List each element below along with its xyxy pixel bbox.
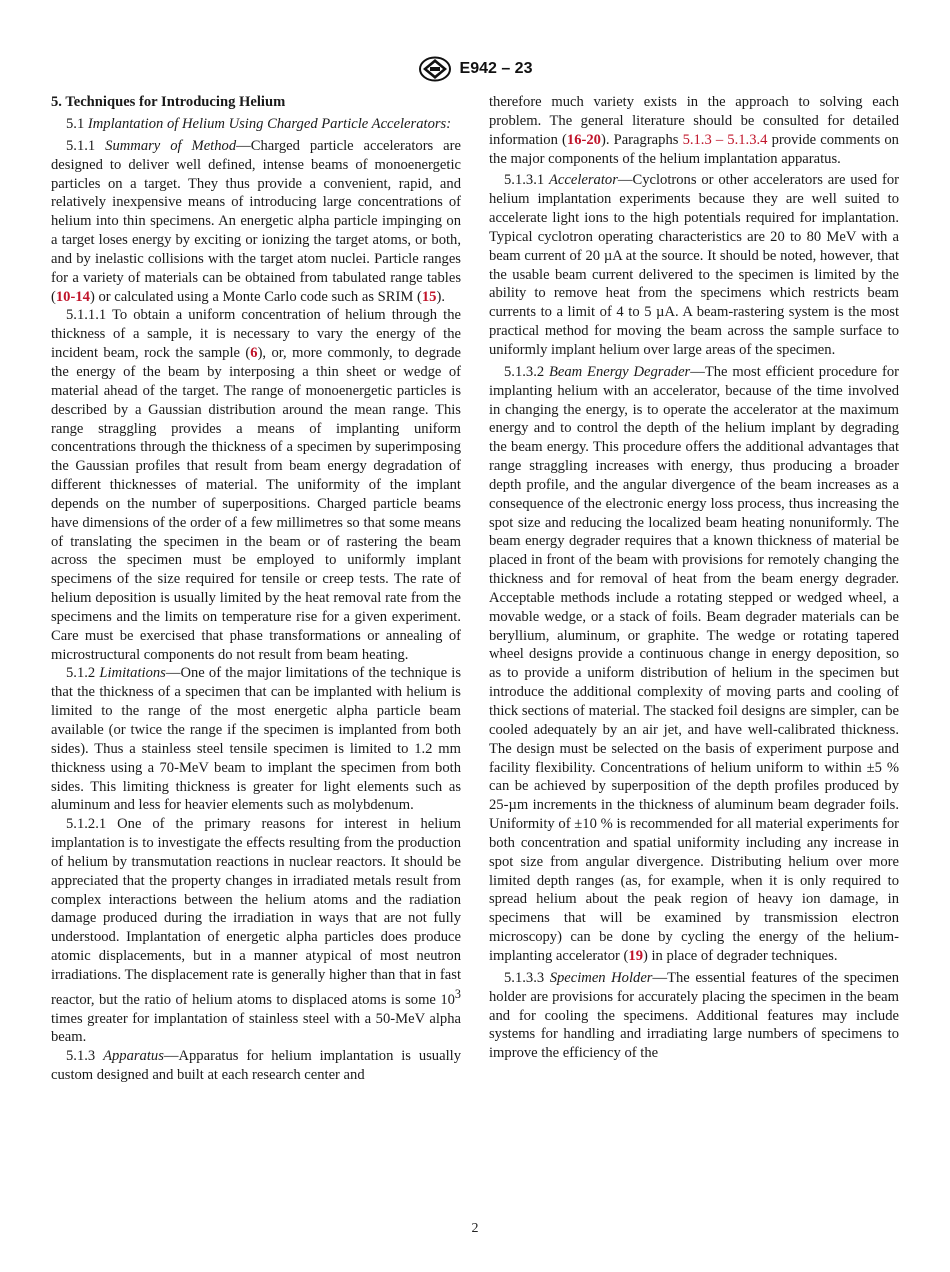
section-5-1-3-2-number: 5.1.3.2 bbox=[504, 363, 545, 380]
continued-text-end: provide comments on the major components of the helium implantation apparatus. bbox=[489, 131, 899, 167]
section-5-1-1-title: Summary of Method bbox=[105, 137, 237, 154]
section-5-1-3-title: Apparatus bbox=[103, 1048, 164, 1065]
section-5-1-2-number: 5.1.2 bbox=[66, 665, 96, 682]
section-5-1-2-1 bbox=[51, 815, 461, 1047]
section-5-1-3-2-title: Beam Energy Degrader bbox=[548, 363, 691, 380]
section-5-1-2-title: Limitations bbox=[99, 665, 166, 682]
section-5-1 bbox=[51, 115, 461, 134]
section-5-1-1-text-mid: ) or calculated using a Monte Carlo code such as SRIM ( bbox=[89, 288, 422, 305]
page-header bbox=[0, 56, 950, 82]
section-5-1-3-2-text: —The most efficient procedure for implanting helium with an accelerator, because of the time involved in changing the energy, is to operate the accelerator at the maximum energy and to control the depth of the helium implant by degrading the beam energy. This procedure offers the additional advantages that range straggling increases with energy, thus producing a broader depth profile, and the angular divergence of the beam increases as a consequence of the electronic energy loss process, thus increasing the spot size and reducing the localized beam heating nonuniformly. The beam energy degrader requires that a known thickness of material be placed in front of the beam with provisions for remotely changing the thickness and for removal of heat from the beam energy degrader. Acceptable methods include a rotating stepped or wedged wheel, a movable wedge, or a stack of foils. Beam degrader materials can be beryllium, aluminum, or graphite. The wedge or rotating tapered wheel designs provide a continuous change in energy deposition, so as to provide a uniform distribution of helium in the specimen but introduce the additional complexity of moving parts and cooling of thick sections of material. The stacked foil designs are simpler, can be cooled adequately by an air jet, and have well-calibrated thickness. The design must be selected on the basis of experiment purpose and facility flexibility. Concentrations of helium uniform to within ±5 % can be achieved by superposition of the depth profiles produced by 25-µm increments in the thickness of aluminum beam degrader foils. Uniformity of ±10 % is recommended for all material experiments for both concentration and spatial uniformity including any increase in spot size from angular divergence. Distributing helium over more limited depth ranges (as, for example, when it is only required to spread helium about the peak region of heavy ion damage, in specimens that will be examined by transmission electron microscopy) can be done by cycling the energy of the helium-implanting accelerator ( bbox=[489, 363, 899, 964]
standard-designation: E942 – 23 bbox=[459, 60, 533, 77]
section-5-1-2-1-text: 5.1.2.1 One of the primary reasons for interest in helium implantation is to investigate the effects resulting from the production of helium by transmutation reactions in nuclear reactors. It should be appreciated that the property changes in irradiated metals result from complex interactions between the helium atoms and the radiation damage produced during the irradiation in ways that are not fully understood. Implantation of energetic alpha particles does produce atomic displacements, but in a manner atypical of most neutron irradiations. The displacement rate is generally higher than that in fast reactor, but the ratio of helium atoms to displaced atoms is some 10 bbox=[51, 816, 461, 1008]
continued-text: therefore much variety exists in the approach to solving each problem. The general literature should be consulted for detailed information ( bbox=[489, 94, 899, 148]
section-5-1-1-text: —Charged particle accelerators are designed to deliver well defined, intense beams of monoenergetic particles on a target. They thus provide a convenient, rapid, and relatively inexpensive means of introducing large concentrations of helium into thin specimens. An energetic alpha particle impinging on a target loses energy by exciting or ionizing the target atoms, or both, and by inelastic collisions with the target atom nuclei. Particle ranges for a variety of materials can be obtained from tabulated range tables ( bbox=[51, 137, 461, 305]
reference-link[interactable]: 16-20 bbox=[566, 131, 601, 148]
section-5-1-2-text: —One of the major limitations of the technique is that the thickness of a specimen that can be implanted with helium is limited to the range of the most energetic alpha particle beam available (or twice the range if the specimen is implanted from both sides). Thus a stainless steel tensile specimen is limited to 1.2 mm thickness using a 70-MeV beam to implant the specimen from both sides. This limiting thickness is greater for light elements such as aluminum and less for heavier elements such as molybdenum. bbox=[51, 665, 461, 814]
section-5-1-3-continued bbox=[489, 93, 899, 168]
section-5-1-3-1-number: 5.1.3.1 bbox=[504, 172, 545, 189]
section-5-1-3-number: 5.1.3 bbox=[66, 1048, 96, 1065]
reference-link[interactable]: 6 bbox=[250, 345, 258, 362]
section-5-1-3-1-text: —Cyclotrons or other accelerators are used for helium implantation experiments because they are well suited to accelerate light ions to the high potentials required for implantation. Typical cyclotron operating characteristics are 20 to 80 MeV with a beam current of 20 µA at the source. It should be noted, however, that the usable beam current delivered to the specimen is limited by the ability to remove heat from the specimens which restricts beam currents to a limit of 4 to 5 µA. A beam-rastering system is the most practical method for moving the beam across the sample surface to uniformly implant helium over large areas of the specimen. bbox=[489, 172, 899, 358]
section-5-1-1-1-text-end: ), or, more commonly, to degrade the energy of the beam by interposing a thin sheet or wedge of material ahead of the target. The range of monoenergetic particles is described by a Gaussian distribution around the mean range. This range straggling provides a means of implanting uniform concentrations through the thickness of a specimen by superimposing the Gaussian profiles that result from beam energy degradation of different thicknesses of material. The uniformity of the implant depends on the number of superpositions. Charged particle beams have dimensions of the order of a few millimetres so that some means of translating the specimen in the beam or of rastering the beam across the specimen must be employed to uniformly implant specimens of the size required for tensile or creep tests. The rate of helium deposition is usually limited by the heat removal rate from the specimens and the limits on temperature rise for a given experiment. Care must be exercised that phase transformations or annealing of microstructural components do not result from beam heating. bbox=[51, 345, 461, 663]
section-5-1-3-3-text: —The essential features of the specimen holder are provisions for accurately placing the specimen in the beam and for cooling the specimens. Additional features may include systems for handling and irradiating large numbers of specimens to improve the efficiency of the bbox=[489, 969, 899, 1062]
astm-logo-icon bbox=[418, 56, 452, 82]
section-5-1-title: Implantation of Helium Using Charged Particle Accelerators: bbox=[87, 116, 452, 132]
reference-link[interactable]: 10-14 bbox=[55, 288, 90, 305]
section-5-1-3-2 bbox=[489, 363, 899, 966]
section-5-1-number: 5.1 bbox=[66, 116, 85, 132]
section-5-1-1-1-text: 5.1.1.1 To obtain a uniform concentration of helium through the thickness of a sample, it is necessary to vary the energy of the incident beam, rock the sample ( bbox=[51, 307, 461, 362]
section-5-1-1 bbox=[51, 137, 461, 307]
section-5-1-3 bbox=[51, 1047, 461, 1085]
section-5-1-3-text: —Apparatus for helium implantation is usually custom designed and built at each research center and bbox=[51, 1048, 461, 1084]
page-number: 2 bbox=[471, 1221, 479, 1236]
section-5-1-1-number: 5.1.1 bbox=[66, 137, 96, 154]
section-5-1-1-1 bbox=[51, 306, 461, 664]
left-column bbox=[51, 93, 461, 1085]
superscript-exponent: 3 bbox=[454, 986, 461, 1001]
section-5-heading: 5. Techniques for Introducing Helium bbox=[51, 94, 286, 110]
continued-text-mid: ). Paragraphs bbox=[600, 131, 683, 148]
section-5-1-3-3-title: Specimen Holder bbox=[549, 969, 653, 986]
right-column bbox=[489, 93, 899, 1063]
paragraph-cross-reference-link[interactable]: 5.1.3 – 5.1.3.4 bbox=[682, 131, 768, 148]
section-5-1-1-text-end: ). bbox=[436, 288, 445, 305]
section-5-1-2-1-text-end: times greater for implantation of stainless steel with a 50-MeV alpha beam. bbox=[51, 1010, 461, 1046]
section-5-1-3-1-title: Accelerator bbox=[549, 172, 618, 189]
section-5-1-3-1 bbox=[489, 171, 899, 359]
reference-link[interactable]: 19 bbox=[628, 947, 643, 964]
section-5-1-3-3-number: 5.1.3.3 bbox=[504, 969, 545, 986]
reference-link[interactable]: 15 bbox=[421, 288, 437, 305]
section-5-1-3-3 bbox=[489, 969, 899, 1063]
section-5-1-3-2-text-end: ) in place of degrader techniques. bbox=[642, 947, 838, 964]
section-5-1-2 bbox=[51, 664, 461, 815]
